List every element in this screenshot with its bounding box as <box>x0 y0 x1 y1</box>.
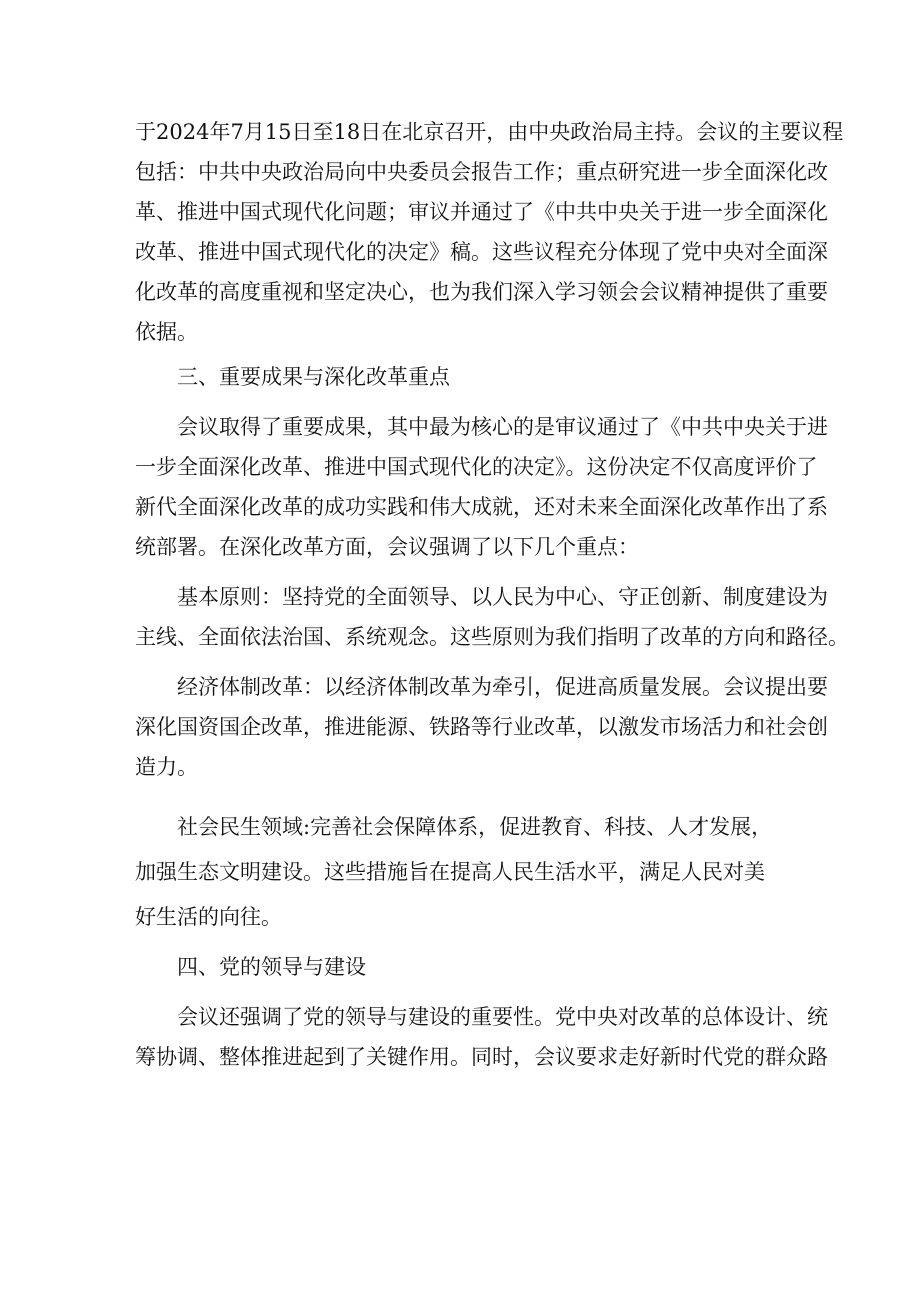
section-heading-4: 四、党的领导与建设 <box>177 955 366 979</box>
paragraph-line: 会议还强调了党的领导与建设的重要性。党中央对改革的总体设计、统 <box>177 1005 828 1029</box>
paragraph-line: 改革、推进中国式现代化的决定》稿。这些议程充分体现了党中央对全面深 <box>135 240 828 264</box>
paragraph-line: 社会民生领域:完善社会保障体系，促进教育、科技、人才发展， <box>177 815 773 839</box>
paragraph-line: 依据。 <box>135 320 198 344</box>
paragraph-line: 于2024年7月15日至18日在北京召开，由中央政治局主持。会议的主要议程 <box>135 120 844 144</box>
section-heading-3: 三、重要成果与深化改革重点 <box>177 365 450 389</box>
paragraph-line: 经济体制改革：以经济体制改革为牵引，促进高质量发展。会议提出要 <box>177 675 828 699</box>
paragraph-line: 统部署。在深化改革方面，会议强调了以下几个重点： <box>135 535 639 559</box>
paragraph-line: 好生活的向往。 <box>135 905 282 929</box>
paragraph-line: 主线、全面依法治国、系统观念。这些原则为我们指明了改革的方向和路径。 <box>135 625 849 649</box>
paragraph-line: 基本原则：坚持党的全面领导、以人民为中心、守正创新、制度建设为 <box>177 585 828 609</box>
paragraph-line: 包括：中共中央政治局向中央委员会报告工作；重点研究进一步全面深化改 <box>135 160 828 184</box>
paragraph-line: 筹协调、整体推进起到了关键作用。同时，会议要求走好新时代党的群众路 <box>135 1045 828 1069</box>
paragraph-line: 会议取得了重要成果，其中最为核心的是审议通过了《中共中央关于进 <box>177 415 828 439</box>
paragraph-line: 加强生态文明建设。这些措施旨在提高人民生活水平，满足人民对美 <box>135 860 765 884</box>
paragraph-line: 造力。 <box>135 755 198 779</box>
paragraph-line: 深化国资国企改革，推进能源、铁路等行业改革，以激发市场活力和社会创 <box>135 715 828 739</box>
paragraph-line: 一步全面深化改革、推进中国式现代化的决定》。这份决定不仅高度评价了 <box>135 455 818 479</box>
paragraph-line: 新代全面深化改革的成功实践和伟大成就，还对未来全面深化改革作出了系 <box>135 495 828 519</box>
paragraph-line: 化改革的高度重视和坚定决心，也为我们深入学习领会会议精神提供了重要 <box>135 280 828 304</box>
paragraph-line: 革、推进中国式现代化问题；审议并通过了《中共中央关于进一步全面深化 <box>135 200 828 224</box>
